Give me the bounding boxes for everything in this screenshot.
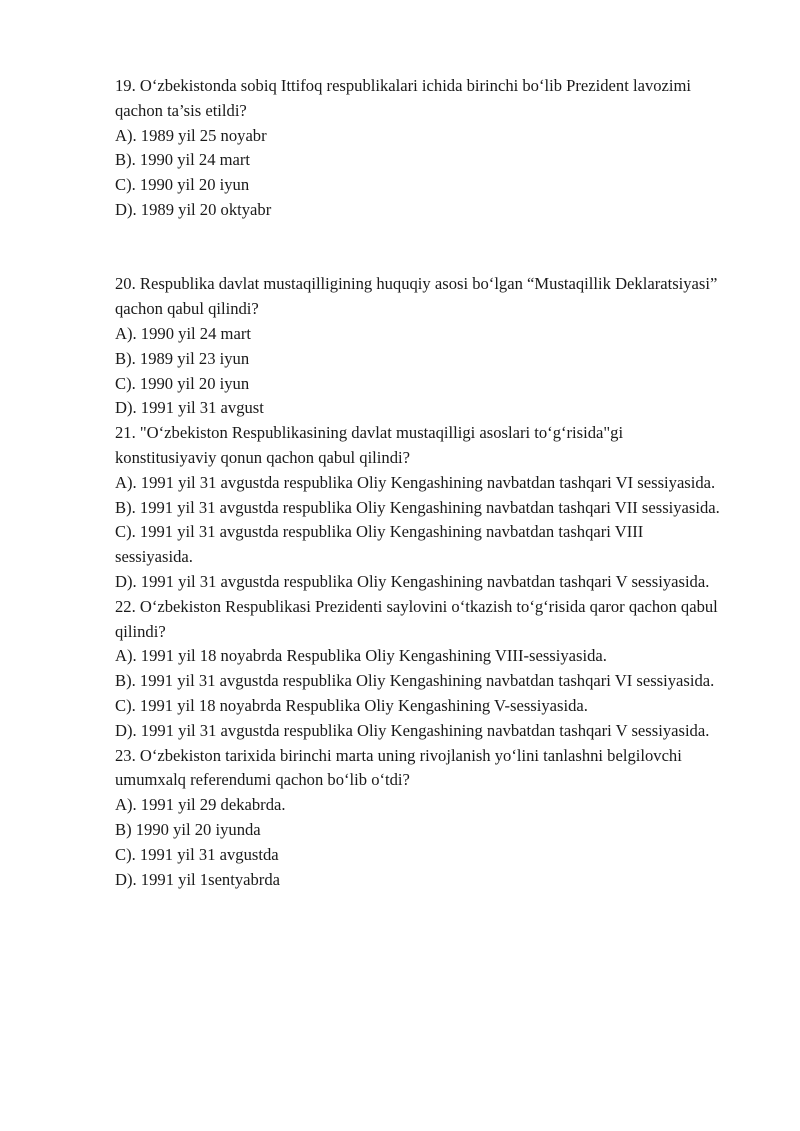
answer-option-b: B). 1989 yil 23 iyun (115, 348, 250, 368)
question-text: 21. "O‘zbekiston Respublikasining davlat mustaqilligi asoslari to‘g‘risida"gi konstitusiyaviy qonun qachon qabul qilindi? (115, 423, 624, 467)
answer-option-b: B). 1991 yil 31 avgustda respublika Oliy Kengashining navbatdan tashqari VII sessiyasida. (115, 497, 720, 517)
answer-option-d: D). 1991 yil 31 avgustda respublika Oliy Kengashining navbatdan tashqari V sessiyasida. (115, 571, 710, 591)
answer-option-d: D). 1989 yil 20 oktyabr (115, 199, 272, 219)
question-23 (115, 744, 725, 893)
document-page (115, 74, 725, 892)
blank-space (115, 223, 725, 273)
answer-option-d: D). 1991 yil 1sentyabrda (115, 869, 280, 889)
answer-option-c: C). 1990 yil 20 iyun (115, 175, 250, 195)
question-text: 23. O‘zbekiston tarixida birinchi marta uning rivojlanish yo‘lini tanlashni belgilovchi umumxalq referendumi qachon bo‘lib o‘tdi? (115, 745, 682, 790)
answer-option-b: B). 1990 yil 24 mart (115, 150, 251, 170)
answer-option-a: A). 1989 yil 25 noyabr (115, 125, 267, 145)
answer-option-c: C). 1991 yil 31 avgustda (115, 844, 279, 864)
question-22 (115, 595, 725, 744)
answer-option-c: C). 1991 yil 18 noyabrda Respublika Oliy Kengashining V-sessiyasida. (115, 695, 588, 715)
answer-option-a: A). 1991 yil 31 avgustda respublika Oliy Kengashining navbatdan tashqari VI sessiyasida. (115, 472, 716, 492)
question-text: 22. O‘zbekiston Respublikasi Prezidenti saylovini o‘tkazish to‘g‘risida qaror qachon qabul qilindi? (115, 596, 718, 641)
answer-option-a: A). 1990 yil 24 mart (115, 323, 251, 343)
question-19 (115, 74, 725, 223)
question-20 (115, 272, 725, 421)
question-21 (115, 421, 725, 595)
question-text: 19. O‘zbekistonda sobiq Ittifoq respublikalari ichida birinchi bo‘lib Prezident lavozimi qachon ta’sis etildi? (115, 76, 692, 120)
answer-option-b: B) 1990 yil 20 iyunda (115, 819, 261, 839)
answer-option-c: C). 1990 yil 20 iyun (115, 373, 250, 393)
answer-option-a: A). 1991 yil 18 noyabrda Respublika Oliy Kengashining VIII-sessiyasida. (115, 646, 607, 666)
answer-option-b: B). 1991 yil 31 avgustda respublika Oliy Kengashining navbatdan tashqari VI sessiyasida. (115, 671, 715, 691)
question-text: 20. Respublika davlat mustaqilligining huquqiy asosi bo‘lgan “Mustaqillik Deklaratsiyasi” qachon qabul qilindi? (115, 274, 718, 319)
answer-option-c: C). 1991 yil 31 avgustda respublika Oliy Kengashining navbatdan tashqari VIII sessiyasida. (115, 522, 644, 567)
answer-option-d: D). 1991 yil 31 avgust (115, 398, 264, 418)
answer-option-d: D). 1991 yil 31 avgustda respublika Oliy Kengashining navbatdan tashqari V sessiyasida. (115, 720, 710, 740)
answer-option-a: A). 1991 yil 29 dekabrda. (115, 795, 286, 815)
